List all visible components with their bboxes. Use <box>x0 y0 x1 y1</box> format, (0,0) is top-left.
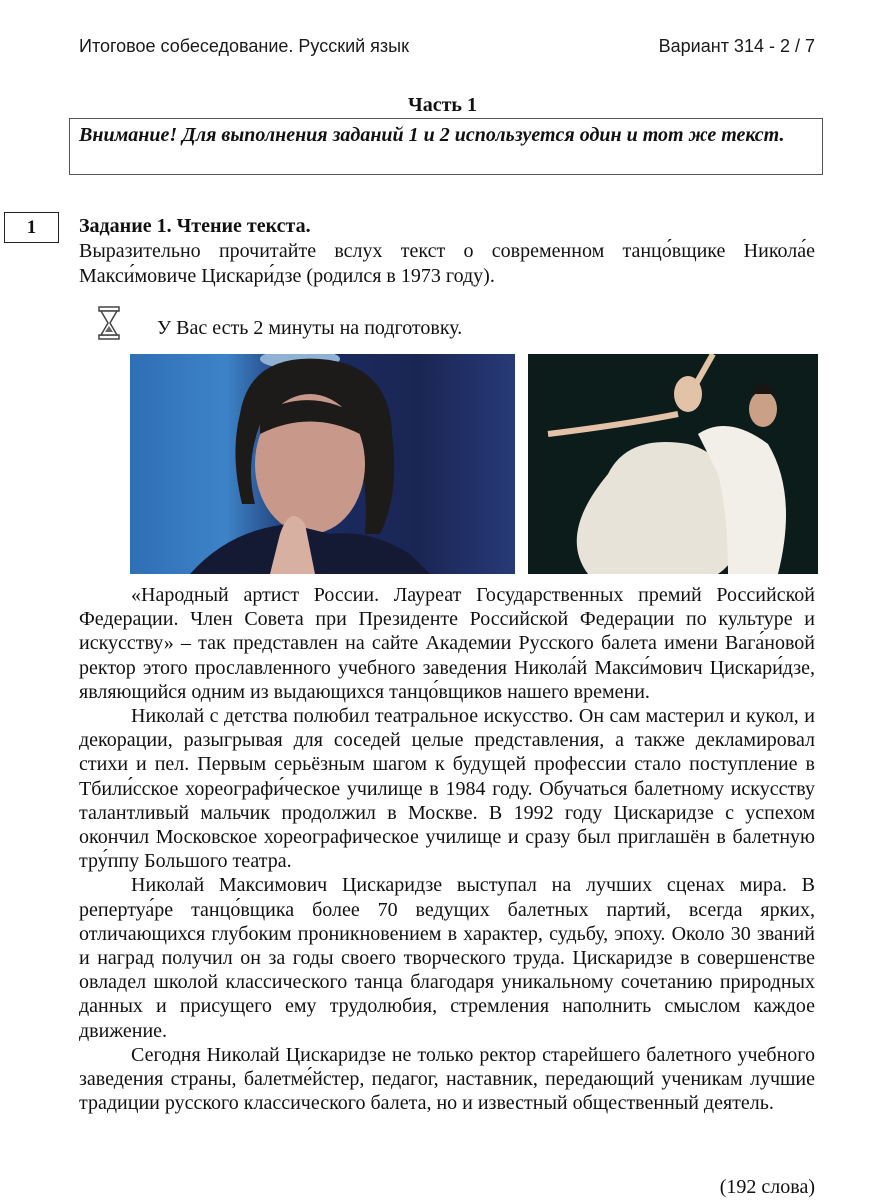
prep-time-text: У Вас есть 2 минуты на подготовку. <box>157 317 463 339</box>
text-paragraph-2: Николай с детства полюбил театральное искусство. Он сам мастерил и кукол, и декорации, разыгрывая для соседей целые представления, а также декламировал стихи и пел. Первым серьёзным шагом к будущей профессии стало поступление в Тбили́сское хореографи́ческое училище в 1984 году. Обучаться балетному искусству талантливый мальчик продолжил в Москве. В 1992 году Цискаридзе с успехом окончил Московское хореографическое училище и сразу был приглашён в балетную тру́ппу Большого театра. <box>79 705 815 873</box>
text-paragraph-1: «Народный артист России. Лауреат Государственных премий Российской Федерации. Член Совета при Президенте Российской Федерации по культуре и искусству» – так представлен на сайте Академии Русского балета имени Вага́новой ректор этого прославленного учебного заведения Никола́й Макси́мович Цискари́дзе, являющийся одним из выдающихся танцо́вщиков нашего времени. <box>79 584 815 703</box>
hourglass-icon <box>98 305 120 341</box>
header-variant-page: Вариант 314 - 2 / 7 <box>658 36 815 56</box>
portrait-photo <box>130 354 515 574</box>
text-paragraph-4: Сегодня Николай Цискаридзе не только ректор старейшего балетного учебного заведения страны, балетме́йстер, педагог, наставник, передающий ученикам лучшие традиции русского классического балета, но и известный общественный деятель. <box>79 1043 815 1115</box>
part-title: Часть 1 <box>408 94 477 116</box>
text-paragraph-3: Николай Максимович Цискаридзе выступал на лучших сценах мира. В репертуа́ре танцо́вщика более 70 ведущих балетных партий, всегда ярких, отличающихся глубоким проникновением в характер, судьбу, эпоху. Около 30 званий и наград получил он за годы своего творческого труда. Цискаридзе в совершенстве овладел школой классического танца благодаря уникальному сочетанию природных данных и присущего ему трудолюбия, стремления наполнить смыслом каждое движение. <box>79 874 815 1042</box>
task-instruction: Выразительно прочитайте вслух текст о современном танцо́вщике Никола́е Макси́мовиче Цискари́дзе (родился в 1973 году). <box>79 240 815 287</box>
reading-text <box>79 583 815 1115</box>
ballet-photo <box>528 354 818 574</box>
task-number-box: 1 <box>4 212 59 243</box>
word-count: (192 слова) <box>719 1176 815 1198</box>
header-subject: Итоговое собеседование. Русский язык <box>79 36 409 56</box>
task-block <box>79 214 815 289</box>
task-title: Задание 1. Чтение текста. <box>79 215 311 237</box>
attention-box: Внимание! Для выполнения заданий 1 и 2 используется один и тот же текст. <box>69 118 823 175</box>
